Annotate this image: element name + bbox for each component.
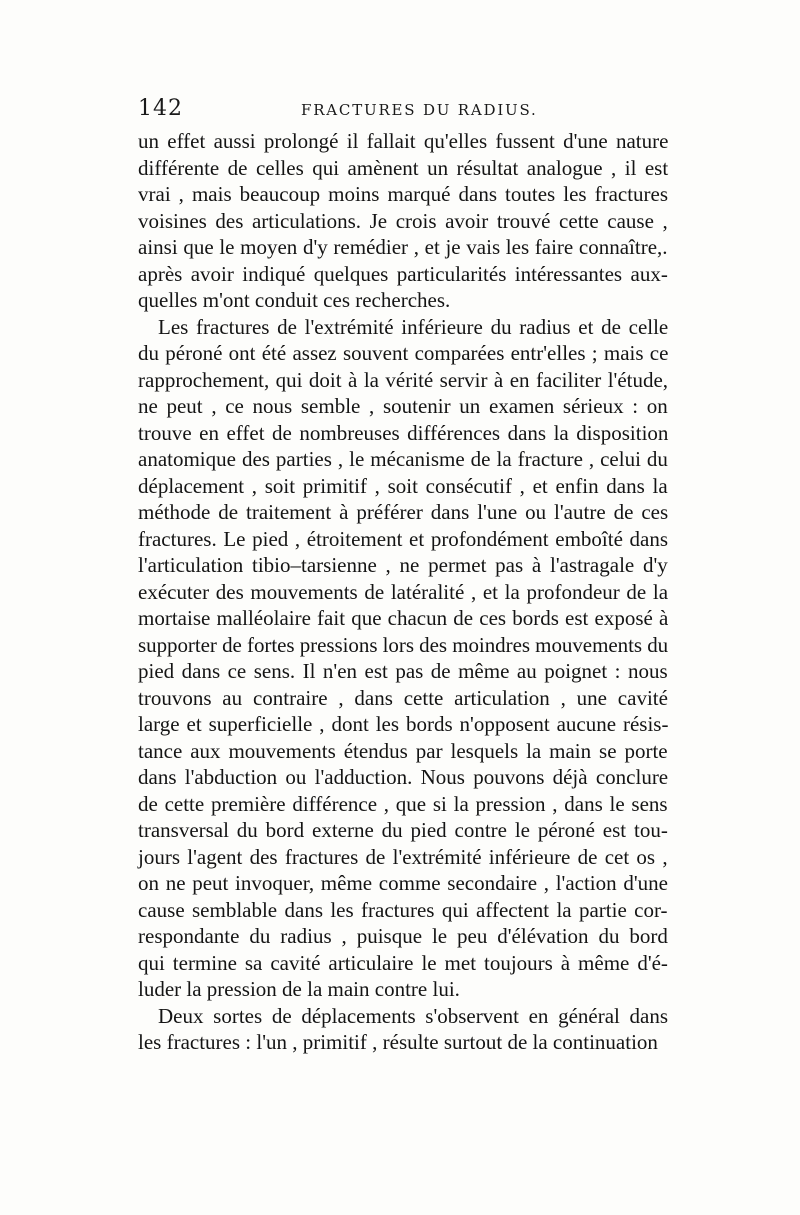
- text-line: supporter de fortes pressions lors des moindres mouvements du: [138, 632, 669, 657]
- text-line: cause semblable dans les fractures qui affectent la partie cor-: [138, 897, 668, 922]
- text-line: fractures. Le pied , étroitement et profondément emboîté dans: [138, 526, 669, 551]
- text-line: dans l'abduction ou l'adduction. Nous pouvons déjà conclure: [138, 765, 669, 789]
- body-text: [138, 128, 668, 1056]
- text-line: jours l'agent des fractures de l'extrémité inférieure de cet os ,: [138, 844, 668, 869]
- text-line: après avoir indiqué quelques particularités intéressantes aux-: [138, 261, 668, 286]
- text-line: ne peut , ce nous semble , soutenir un examen sérieux : on: [138, 394, 668, 418]
- text-line: les fractures : l'un , primitif , résulte surtout de la continuation: [138, 1030, 658, 1054]
- text-line: trouvons au contraire , dans cette articulation , une cavité: [138, 685, 668, 710]
- text-line: méthode de traitement à préférer dans l'une ou l'autre de ces: [138, 500, 669, 524]
- text-line: tance aux mouvements étendus par lesquels la main se porte: [138, 738, 668, 763]
- running-header: [138, 96, 668, 124]
- text-line: on ne peut invoquer, même comme secondaire , l'action d'une: [138, 871, 668, 895]
- text-line: qui termine sa cavité articulaire le met toujours à même d'é-: [138, 950, 668, 975]
- text-line: transversal du bord externe du pied contre le péroné est tou-: [138, 818, 668, 842]
- paragraph-start-line: Deux sortes de déplacements s'observent en général dans: [158, 1003, 669, 1028]
- text-line: quelles m'ont conduit ces recherches.: [138, 288, 451, 312]
- text-line: déplacement , soit primitif , soit consécutif , et enfin dans la: [138, 473, 668, 498]
- paragraph-start-line: Les fractures de l'extrémité inférieure du radius et de celle: [158, 314, 669, 339]
- text-line: vrai , mais beaucoup moins marqué dans toutes les fractures: [138, 182, 669, 206]
- text-line: luder la pression de la main contre lui.: [138, 977, 460, 1001]
- running-title: FRACTURES DU RADIUS.: [301, 101, 538, 119]
- text-line: l'articulation tibio–tarsienne , ne permet pas à l'astragale d'y: [138, 553, 668, 577]
- text-line: un effet aussi prolongé il fallait qu'elles fussent d'une nature: [138, 129, 669, 153]
- text-line: large et superficielle , dont les bords n'opposent aucune résis-: [138, 712, 669, 736]
- text-line: respondante du radius , puisque le peu d'élévation du bord: [138, 924, 668, 948]
- text-line: voisines des articulations. Je crois avoir trouvé cette cause ,: [138, 208, 668, 233]
- text-line: trouve en effet de nombreuses différences dans la disposition: [138, 420, 669, 445]
- text-line: différente de celles qui amènent un résultat analogue , il est: [138, 155, 669, 180]
- page-number: 142: [138, 96, 183, 121]
- text-line: mortaise malléolaire fait que chacun de ces bords est exposé à: [138, 606, 669, 630]
- text-line: exécuter des mouvements de latéralité , et la profondeur de la: [138, 579, 669, 604]
- text-line: de cette première différence , que si la pression , dans le sens: [138, 791, 668, 816]
- text-line: pied dans ce sens. Il n'en est pas de même au poignet : nous: [138, 659, 668, 683]
- text-line: ainsi que le moyen d'y remédier , et je vais les faire connaître,.: [138, 235, 668, 259]
- text-line: rapprochement, qui doit à la vérité servir à en faciliter l'étude,: [138, 367, 669, 392]
- text-line: du péroné ont été assez souvent comparées entr'elles ; mais ce: [138, 341, 669, 365]
- text-line: anatomique des parties , le mécanisme de la fracture , celui du: [138, 447, 668, 471]
